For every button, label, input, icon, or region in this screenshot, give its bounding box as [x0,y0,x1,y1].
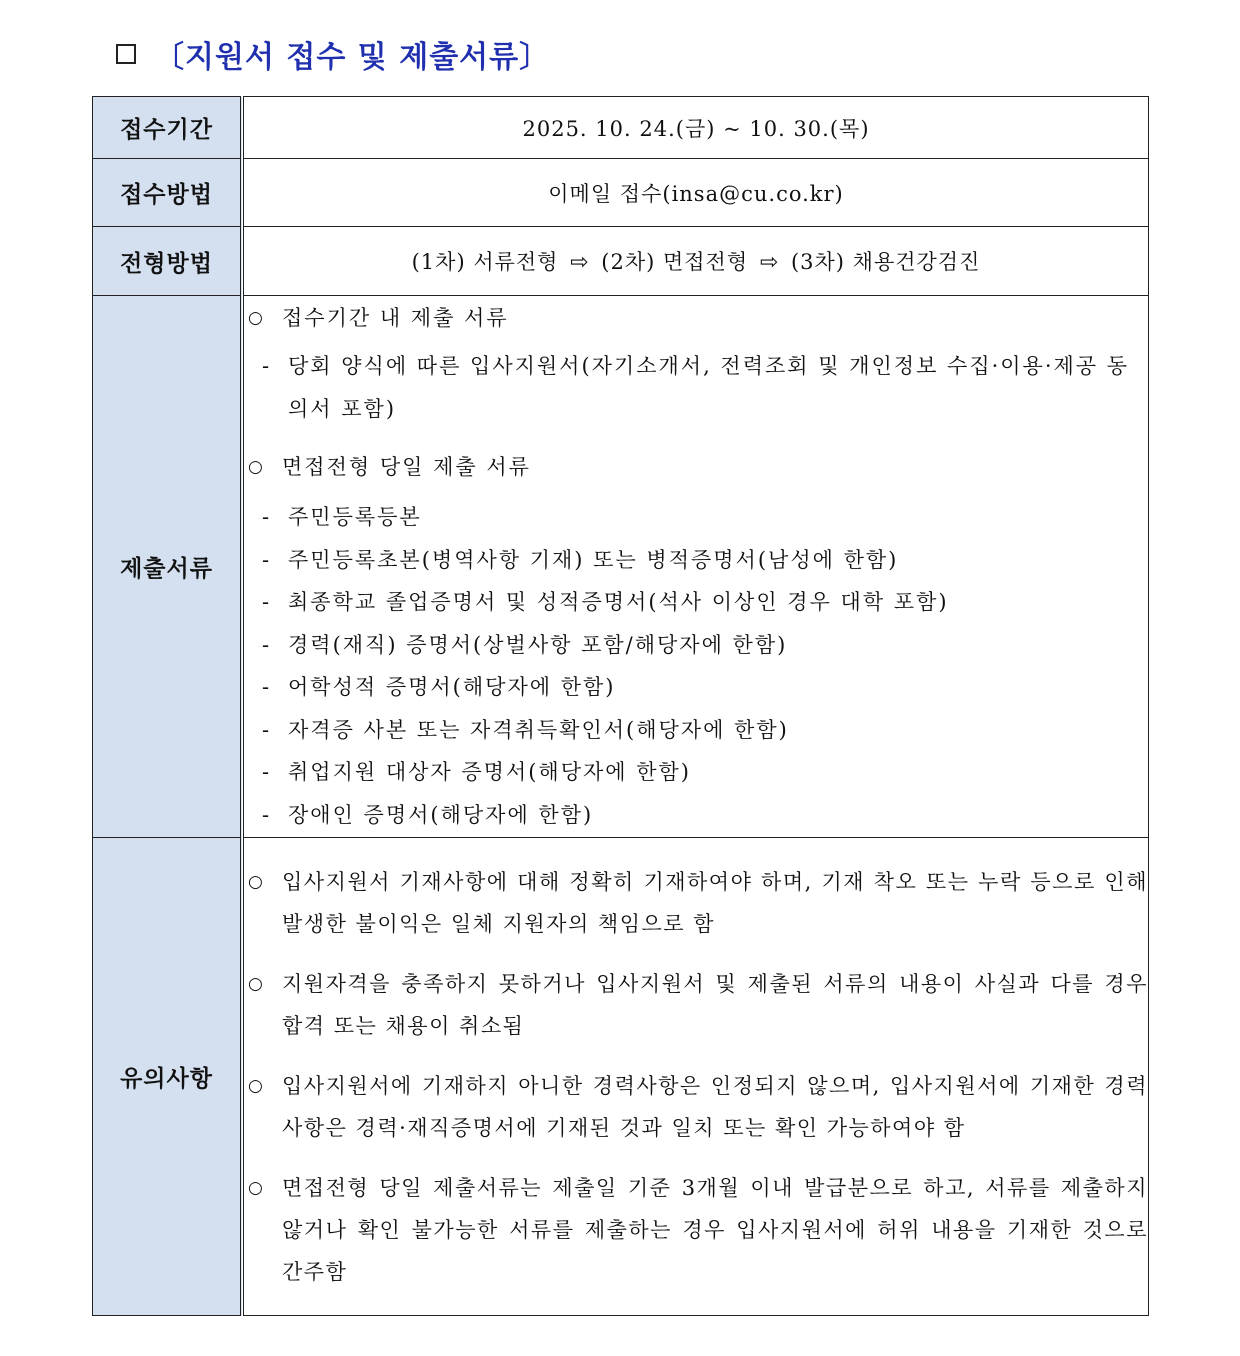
note-item: ○ 입사지원서 기재사항에 대해 정확히 기재하여야 하며, 기재 착오 또는 누락 등으로 인해 발생한 불이익은 일체 지원자의 책임으로 함 [244,861,1148,945]
section-heading [116,30,550,78]
circle-bullet-icon: ○ [248,973,265,994]
list-item: - 주민등록등본 [262,505,422,529]
circle-bullet-icon: ○ [248,1075,265,1096]
list-item: - 경력(재직) 증명서(상벌사항 포함/해당자에 한함) [262,632,788,657]
circle-bullet-icon: ○ [248,457,265,477]
process-step-3: (3차) 채용건강검진 [790,250,981,274]
table-row-process [93,227,1149,296]
table-row-documents [93,296,1149,838]
row-label-method: 접수방법 [93,159,243,227]
notes-content [242,838,1149,1316]
table-row-notes [93,838,1149,1316]
circle-bullet-icon: ○ [248,1177,265,1198]
application-info-table [92,96,1149,1316]
list-item: - 장애인 증명서(해당자에 한함) [262,802,594,827]
note-item: ○ 면접전형 당일 제출서류는 제출일 기준 3개월 이내 발급분으로 하고, 서류를 제출하지 않거나 확인 불가능한 서류를 제출하는 경우 입사지원서에 허위 내용을 기재한 것으로 간주함 [244,1167,1148,1293]
period-value: 2025. 10. 24.(금) ~ 10. 30.(목) [242,97,1149,159]
documents-content [242,296,1149,838]
note-item: ○ 지원자격을 충족하지 못하거나 입사지원서 및 제출된 서류의 내용이 사실과 다를 경우 합격 또는 채용이 취소됨 [244,963,1148,1047]
process-step-2: (2차) 면접전형 [601,250,749,274]
list-item: - 최종학교 졸업증명서 및 성적증명서(석사 이상인 경우 대학 포함) [262,590,949,614]
row-label-notes: 유의사항 [93,838,243,1316]
method-value: 이메일 접수(insa@cu.co.kr) [242,159,1149,227]
circle-bullet-icon: ○ [248,308,265,328]
note-item: ○ 입사지원서에 기재하지 아니한 경력사항은 인정되지 않으며, 입사지원서에 기재한 경력사항은 경력·재직증명서에 기재된 것과 일치 또는 확인 가능하여야 함 [244,1065,1148,1149]
list-item: - 어학성적 증명서(해당자에 한함) [262,675,616,699]
process-steps [242,227,1149,296]
row-label-period: 접수기간 [93,97,243,159]
list-item: - 자격증 사본 또는 자격취득확인서(해당자에 한함) [262,717,789,742]
row-label-process: 전형방법 [93,227,243,296]
right-arrow-icon: ⇨ [759,250,780,275]
list-item: - 당회 양식에 따른 입사지원서(자기소개서, 전력조회 및 개인정보 수집·이용·제공 동의서 포함) [262,354,1130,421]
list-item: - 주민등록초본(병역사항 기재) 또는 병적증명서(남성에 한함) [262,547,899,572]
group-heading-interview-docs: ○ 면접전형 당일 제출 서류 [244,446,1148,488]
row-label-documents: 제출서류 [93,296,243,838]
section-title: 〔지원서 접수 및 제출서류〕 [154,40,551,75]
table-row-period [93,97,1149,159]
interview-docs-list [244,496,1148,836]
right-arrow-icon: ⇨ [570,250,590,275]
list-item: - 취업지원 대상자 증명서(해당자에 한함) [262,760,691,784]
group-heading-deadline-docs: ○ 접수기간 내 제출 서류 [244,297,1148,339]
table-row-method [93,159,1149,227]
circle-bullet-icon: ○ [248,871,265,892]
checkbox-icon [116,44,136,64]
process-step-1: (1차) 서류전형 [411,250,559,274]
